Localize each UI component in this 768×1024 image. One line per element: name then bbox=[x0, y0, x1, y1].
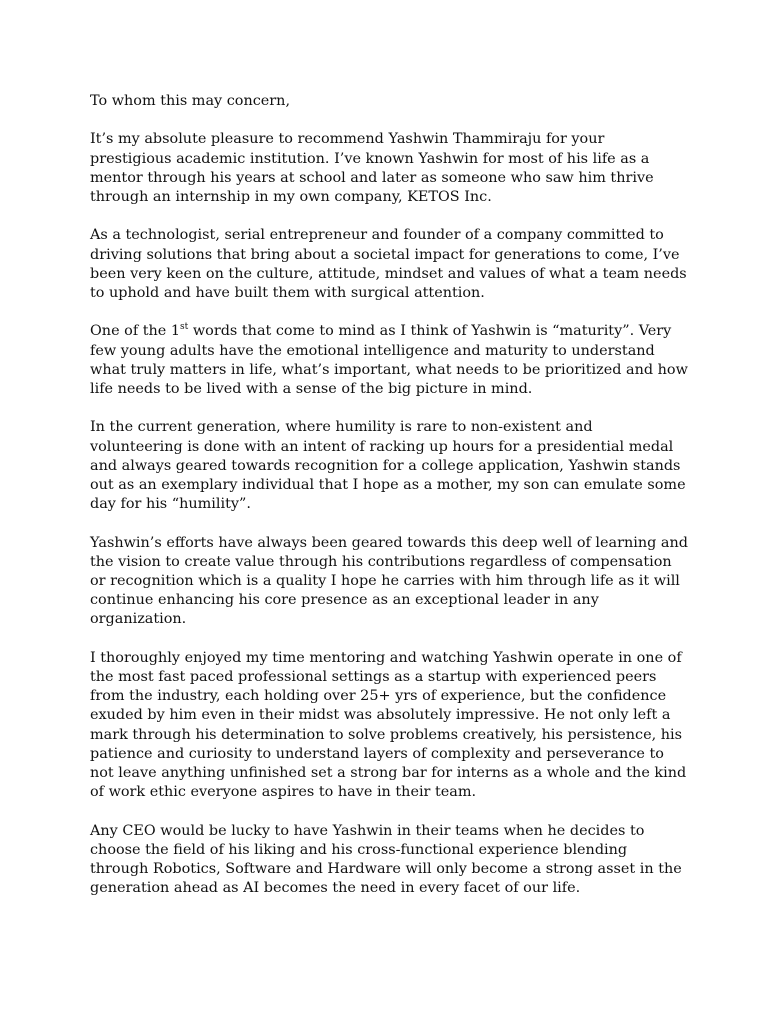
paragraph-efforts: Yashwin’s efforts have always been geared towards this deep well of learning and the vision to create value through his contributions regardless of compensation or recognition which is a quality I hope he carries with him through life as it will continue enhancing his core presence as an exceptional leader in any organization. bbox=[90, 534, 688, 628]
greeting: To whom this may concern, bbox=[90, 93, 291, 109]
letter-body bbox=[90, 92, 688, 918]
paragraph-maturity-start: One of the 1 bbox=[90, 323, 181, 340]
paragraph-maturity bbox=[90, 322, 688, 399]
paragraph-maturity-rest: words that come to mind as I think of Yashwin is “maturity”. Very few young adults have the emotional intelligence and maturity to understand what truly matters in life, what’s important, what needs to be prioritized and how life needs to be lived with a sense of the big picture in mind. bbox=[90, 323, 688, 397]
paragraph-humility: In the current generation, where humility is rare to non-existent and volunteering is done with an intent of racking up hours for a presidential medal and always geared towards recognition for a college application, Yashwin stands out as an exemplary individual that I hope as a mother, my son can emulate some day for his “humility”. bbox=[90, 419, 686, 513]
paragraph-background: As a technologist, serial entrepreneur and founder of a company committed to driving solutions that bring about a societal impact for generations to come, I’ve been very keen on the culture, attitude, mindset and values of what a team needs to uphold and have built them with surgical attention. bbox=[90, 227, 687, 301]
paragraph-closing: Any CEO would be lucky to have Yashwin in their teams when he decides to choose the field of his liking and his cross-functional experience blending through Robotics, Software and Hardware will only become a strong asset in the generation ahead as AI becomes the need in every facet of our life. bbox=[90, 822, 682, 897]
ordinal-superscript: st bbox=[180, 322, 189, 333]
paragraph-mentoring: I thoroughly enjoyed my time mentoring and watching Yashwin operate in one of the most fast paced professional settings as a startup with experienced peers from the industry, each holding over 25+ yrs of experience, but the confidence exuded by him even in their midst was absolutely impressive. He not only left a mark through his determination to solve problems creatively, his persistence, his patience and curiosity to understand layers of complexity and perseverance to not leave anything unfinished set a strong bar for interns as a whole and the kind of work ethic everyone aspires to have in their team. bbox=[90, 649, 687, 801]
paragraph-introduction: It’s my absolute pleasure to recommend Yashwin Thammiraju for your prestigious academic institution. I’ve known Yashwin for most of his life as a mentor through his years at school and later as someone who saw him thrive through an internship in my own company, KETOS Inc. bbox=[90, 131, 654, 205]
